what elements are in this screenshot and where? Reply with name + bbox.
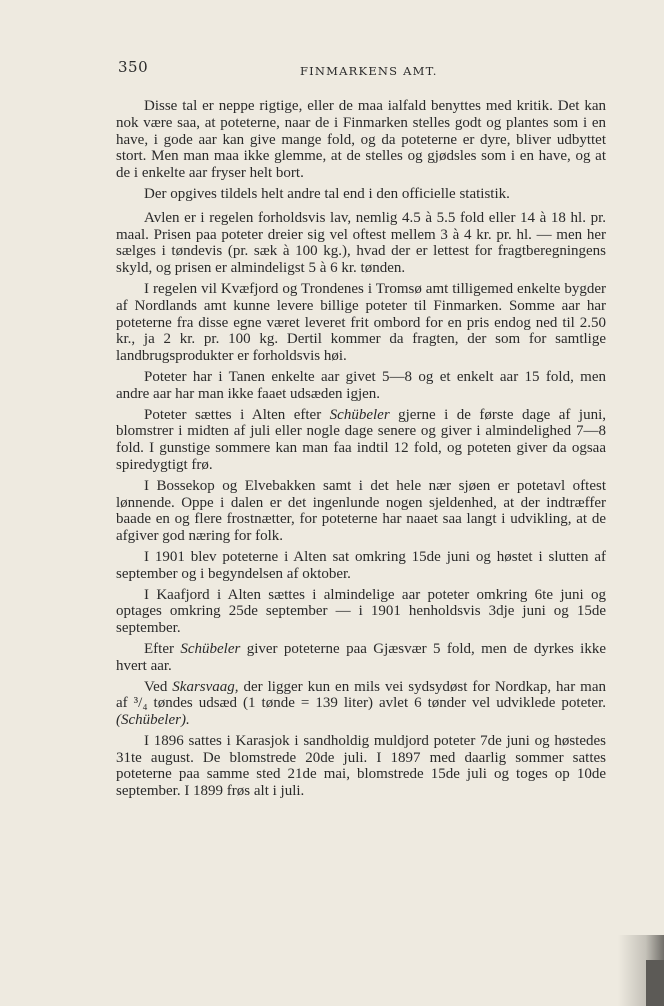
citation-schubeler: (Schübeler). — [116, 712, 190, 729]
citation-schubeler: Schübeler — [180, 640, 241, 657]
paragraph-1: Disse tal er neppe rigtige, eller de maa ialfald benyttes med kritik. Det kan nok være saa, at poteterne, naar de i Finmarken stelles godt og plantes som i en have, i gode aar kan give mange fold, og da poteterne er dyre, bliver udbyttet stort. Men man maa ikke glemme, at de stelles og gjødsles som i en have, og at de i enkelte aar fryser helt bort. — [116, 98, 606, 182]
paragraph-9: I Kaafjord i Alten sættes i almindelige aar poteter omkring 6te juni og optages omkring 25de september — i 1901 henholdsvis 3dje juni og 15de september. — [116, 586, 606, 637]
paragraph-11-text-b: der ligger kun en mils vei sydsydøst for Nordkap, har man af ³/₄ tøndes udsæd (1 tønde = 139 liter) avlet 6 tønder vel udviklede poteter. — [116, 678, 606, 712]
paragraph-10-text-a: Efter — [144, 640, 181, 657]
place-name-skarsvaag: Skarsvaag, — [172, 678, 239, 695]
paragraph-12: I 1896 sattes i Karasjok i sandholdig muldjord poteter 7de juni og høstedes 31te august. De blomstrede 20de juli. I 1897 med daarlig sommer sattes poteterne paa samme sted 21de mai, blomstrede 15de juli og toges op 10de september. I 1899 frøs alt i juli. — [116, 732, 606, 800]
paragraph-8: I 1901 blev poteterne i Alten sat omkring 15de juni og høstet i slutten af september og i begyndelsen af oktober. — [116, 548, 606, 582]
page-body — [116, 98, 606, 804]
paragraph-11 — [116, 679, 606, 729]
citation-schubeler: Schübeler — [329, 406, 390, 423]
paragraph-10 — [116, 641, 606, 675]
paragraph-6-text-b: gjerne i de første dage af juni, blomstrer i midten af juli eller nogle dage senere og giver i almindelighed 7—8 fold. I gunstige sommere kan man faa indtil 12 fold, og poteten giver da ogsaa spiredygtigt frø. — [116, 406, 606, 473]
paragraph-6 — [116, 407, 606, 474]
paragraph-7: I Bossekop og Elvebakken samt i det hele nær sjøen er potetavl oftest lønnende. Oppe i dalen er det ingenlunde nogen sjeldenhed, at der indtræffer baade en og flere frostnætter, for poteterne har naaet saa langt i udvikling, at de afgiver god næring for folk. — [116, 477, 606, 545]
paragraph-11-text-a: Ved — [144, 678, 173, 695]
paragraph-6-text-a: Poteter sættes i Alten efter — [144, 406, 330, 423]
paragraph-2: Der opgives tildels helt andre tal end i den officielle statistik. — [144, 185, 510, 202]
running-head: FINMARKENS AMT. — [300, 64, 438, 78]
page-number: 350 — [118, 58, 149, 76]
paragraph-3: Avlen er i regelen forholdsvis lav, nemlig 4.5 à 5.5 fold eller 14 à 18 hl. pr. maal. Prisen paa poteter dreier sig vel oftest mellem 3 à 4 kr. pr. hl. — men her sælges i tøndevis (pr. sæk à 100 kg.), hvad der er lettest for fragtberegningens skyld, og prisen er almindeligst 5 à 6 kr. tønden. — [116, 209, 606, 277]
paragraph-4: I regelen vil Kvæfjord og Trondenes i Tromsø amt tilligemed enkelte bygder af Nordlands amt kunne levere billige poteter til Finmarken. Somme aar har poteterne fra disse egne været leveret frit ombord for en pris endog ned til 2.50 kr., ja 2 kr. pr. 100 kg. Dertil kommer da fragten, der som for samtlige landbrugsprodukter er forholdsvis høi. — [116, 280, 606, 365]
scan-edge — [646, 960, 664, 1006]
paragraph-10-text-b: giver poteterne paa Gjæsvær 5 fold, men de dyrkes ikke hvert aar. — [116, 640, 607, 674]
paragraph-5: Poteter har i Tanen enkelte aar givet 5—8 og et enkelt aar 15 fold, men andre aar har man ikke faaet udsæden igjen. — [116, 368, 606, 402]
